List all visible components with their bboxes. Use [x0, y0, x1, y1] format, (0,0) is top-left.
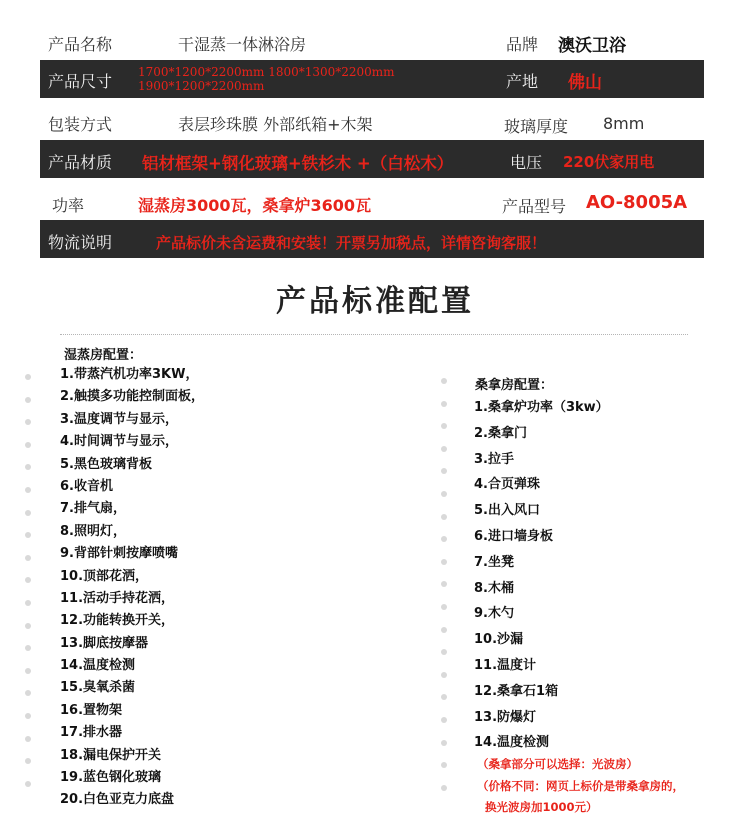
bullet-dot	[441, 536, 447, 542]
list-item: 9.背部针刺按摩喷嘴	[60, 546, 178, 562]
bullet-dot	[25, 736, 31, 742]
bullet-dot	[441, 514, 447, 520]
steam-room-heading: 湿蒸房配置：	[64, 348, 143, 363]
bullet-dot	[441, 446, 447, 452]
list-item: 13.防爆灯	[474, 709, 537, 725]
spec-label-packaging: 包装方式	[48, 115, 113, 134]
spec-label-glass: 玻璃厚度	[504, 117, 569, 136]
sauna-room-bullets	[441, 378, 447, 807]
list-item: 7.排气扇，	[60, 501, 126, 517]
spec-label-power: 功率	[52, 196, 85, 215]
section-divider	[60, 334, 688, 335]
list-item: 11.温度计	[474, 657, 537, 673]
sauna-note-3: 换光波房加1000元）	[485, 800, 598, 814]
list-item: 17.排水器	[60, 725, 123, 741]
sauna-room-heading: 桑拿房配置：	[475, 378, 554, 393]
bullet-dot	[441, 378, 447, 384]
bullet-dot	[25, 397, 31, 403]
bullet-dot	[441, 423, 447, 429]
sauna-note-2: （价格不同：网页上标价是带桑拿房的，	[477, 779, 684, 793]
list-item: 19.蓝色钢化玻璃	[60, 770, 162, 786]
list-item: 3.拉手	[474, 451, 514, 467]
spec-label-brand: 品牌	[506, 35, 539, 54]
bullet-dot	[25, 645, 31, 651]
config-title: 产品标准配置	[276, 284, 474, 319]
bullet-dot	[441, 627, 447, 633]
list-item: 15.臭氧杀菌	[60, 680, 136, 696]
list-item: 18.漏电保护开关	[60, 747, 162, 763]
bullet-dot	[441, 401, 447, 407]
spec-value-glass: 8mm	[603, 114, 645, 133]
list-item: 3.温度调节与显示，	[60, 411, 178, 427]
bullet-dot	[25, 419, 31, 425]
list-item: 12.功能转换开关，	[60, 613, 175, 629]
spec-value-voltage: 220伏家用电	[563, 153, 655, 171]
list-item: 10.顶部花洒，	[60, 568, 149, 584]
list-item: 7.坐凳	[474, 554, 514, 570]
bullet-dot	[441, 604, 447, 610]
sauna-note-1: （桑拿部分可以选择：光波房）	[477, 757, 638, 771]
bullet-dot	[441, 762, 447, 768]
list-item: 16.置物架	[60, 702, 123, 718]
bullet-dot	[25, 600, 31, 606]
spec-value-brand: 澳沃卫浴	[558, 36, 626, 56]
bullet-dot	[441, 559, 447, 565]
bullet-dot	[25, 374, 31, 380]
bullet-dot	[25, 713, 31, 719]
bullet-dot	[25, 623, 31, 629]
list-item: 8.木桶	[474, 580, 514, 596]
spec-value-model: AO-8005A	[586, 192, 688, 213]
list-item: 4.合页弹珠	[474, 477, 540, 493]
spec-label-name: 产品名称	[48, 35, 113, 54]
list-item: 6.进口墙身板	[474, 528, 553, 544]
bullet-dot	[441, 785, 447, 791]
spec-label-voltage: 电压	[510, 153, 543, 172]
sauna-room-list	[474, 395, 609, 756]
list-item: 14.温度检测	[60, 658, 136, 674]
list-item: 14.温度检测	[474, 735, 550, 751]
spec-value-packaging: 表层珍珠膜 外部纸箱+木架	[178, 115, 373, 134]
list-item: 11.活动手持花洒，	[60, 590, 175, 606]
spec-value-logistics: 产品标价未含运费和安装！开票另加税点，详情咨询客服！	[156, 234, 547, 252]
spec-value-power: 湿蒸房3000瓦，桑拿炉3600瓦	[138, 196, 372, 215]
list-item: 1.带蒸汽机功率3KW，	[60, 367, 199, 382]
bullet-dot	[25, 668, 31, 674]
bullet-dot	[25, 510, 31, 516]
list-item: 4.时间调节与显示，	[60, 434, 178, 450]
steam-room-list	[60, 364, 204, 812]
list-item: 8.照明灯，	[60, 523, 126, 539]
bullet-dot	[441, 491, 447, 497]
list-item: 10.沙漏	[474, 632, 524, 648]
spec-value-origin: 佛山	[568, 73, 602, 93]
bullet-dot	[25, 532, 31, 538]
list-item: 1.桑拿炉功率（3kw）	[474, 400, 609, 415]
spec-label-logistics: 物流说明	[48, 233, 113, 252]
spec-label-origin: 产地	[506, 72, 539, 91]
bullet-dot	[441, 717, 447, 723]
bullet-dot	[441, 740, 447, 746]
list-item: 2.触摸多功能控制面板，	[60, 389, 204, 405]
spec-value-material: 铝材框架+钢化玻璃+铁杉木 +（白松木）	[142, 154, 454, 173]
bullet-dot	[441, 694, 447, 700]
list-item: 5.出入风口	[474, 503, 540, 519]
bullet-dot	[441, 581, 447, 587]
bullet-dot	[25, 464, 31, 470]
spec-value-size-line2: 1900*1200*2200mm	[138, 79, 265, 93]
bullet-dot	[25, 442, 31, 448]
spec-label-model: 产品型号	[502, 197, 567, 216]
bullet-dot	[441, 672, 447, 678]
bullet-dot	[25, 690, 31, 696]
bullet-dot	[441, 468, 447, 474]
bullet-dot	[25, 487, 31, 493]
spec-label-material: 产品材质	[48, 153, 113, 172]
list-item: 6.收音机	[60, 478, 113, 494]
list-item: 5.黑色玻璃背板	[60, 456, 152, 472]
list-item: 20.白色亚克力底盘	[60, 792, 175, 808]
bullet-dot	[441, 649, 447, 655]
bullet-dot	[25, 577, 31, 583]
spec-value-size-line1: 1700*1200*2200mm 1800*1300*2200mm	[138, 65, 395, 79]
steam-room-bullets	[25, 374, 31, 803]
bullet-dot	[25, 758, 31, 764]
spec-value-name: 干湿蒸一体淋浴房	[178, 35, 307, 54]
list-item: 9.木勺	[474, 606, 514, 622]
bullet-dot	[25, 781, 31, 787]
spec-label-size: 产品尺寸	[48, 72, 113, 91]
list-item: 13.脚底按摩器	[60, 635, 149, 651]
list-item: 12.桑拿石1箱	[474, 683, 559, 699]
bullet-dot	[25, 555, 31, 561]
list-item: 2.桑拿门	[474, 425, 527, 441]
